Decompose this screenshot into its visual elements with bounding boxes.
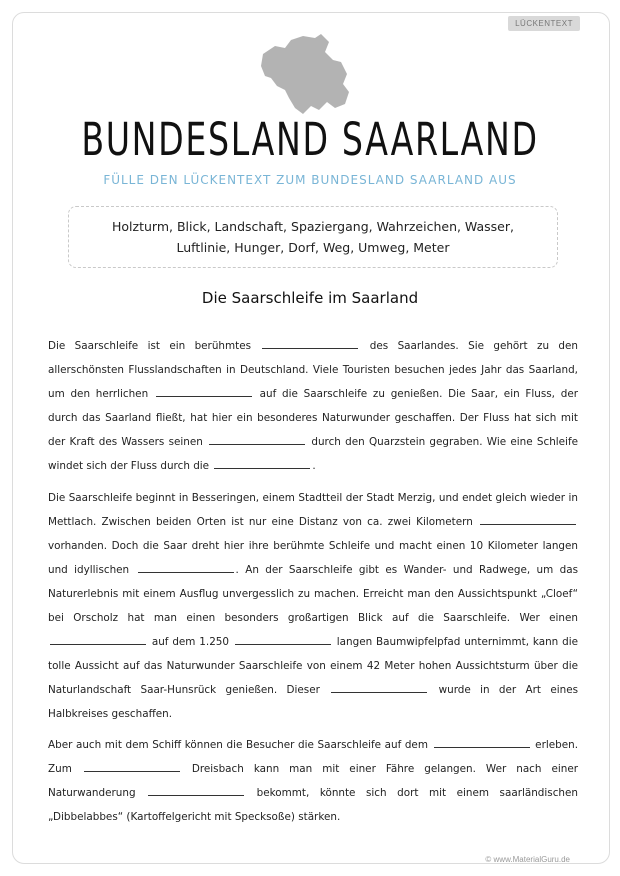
blank-field[interactable] [480,514,576,525]
blank-field[interactable] [235,634,331,645]
paragraph-2 [48,486,578,726]
blank-field[interactable] [84,761,180,772]
page-title: BUNDESLAND SAARLAND [81,113,539,166]
text-segment: . [312,460,316,472]
text-segment: . An der Saarschleife gibt es Wander- und Radwege, um das Naturerlebnis mit einem Ausflug unvergesslich zu machen. Erreicht man den Aussichtspunkt „Cloef“ bei Orscholz hat man einen besonders großartigen Blick auf die Saarschleife. Wer einen [48,564,578,624]
text-segment: Dreisbach kann man mit einer Fähre gelangen. Wer nach einer Naturwanderung [48,763,578,799]
text-segment: des Saarlandes. Sie gehört zu den allerschönsten Flusslandschaften in Deutschland. Viele Touristen besuchen jedes Jahr das Saarland, um den herrlichen [48,340,579,400]
text-segment: bekommt, könnte sich dort mit einem saarländischen „Dibbelabbes“ (Kartoffelgericht mit Specksoße) stärken. [48,787,578,823]
blank-field[interactable] [148,785,244,796]
blank-field[interactable] [262,338,358,349]
blank-field[interactable] [434,737,530,748]
paragraph-3 [48,733,578,829]
text-segment: vorhanden. Doch die Saar dreht hier ihre berühmte Schleife und macht einen 10 Kilometer langen und idyllischen [48,540,578,576]
saarland-map-icon [255,32,355,117]
blank-field[interactable] [214,458,310,469]
text-segment: Die Saarschleife beginnt in Besseringen, einem Stadtteil der Stadt Merzig, und endet gleich wieder in Mettlach. Zwischen beiden Orten ist nur eine Distanz von ca. zwei Kilometern [48,492,578,528]
copyright-footer: © www.MaterialGuru.de [485,855,570,864]
section-heading: Die Saarschleife im Saarland [201,289,419,307]
text-segment: Die Saarschleife ist ein berühmtes [48,340,252,352]
blank-field[interactable] [138,562,234,573]
blank-field[interactable] [209,434,305,445]
blank-field[interactable] [331,682,427,693]
word-bank-line: Luftlinie, Hunger, Dorf, Weg, Umweg, Meter [176,240,450,255]
text-segment: auf dem 1.250 [151,636,230,648]
text-segment: langen Baumwipfelpfad unternimmt, kann die tolle Aussicht auf das Naturwunder Saarschleife von einem 42 Meter hohen Aussichtsturm über die Naturlandschaft Saar-Hunsrück genießen. Dieser [48,636,578,696]
text-segment: auf die Saarschleife zu genießen. Die Saar, ein Fluss, der durch das Saarland fließt, hat hier ein besonderes Naturwunder geschaffen. Der Fluss hat sich mit der Kraft des Wassers seinen [48,388,578,448]
text-segment: Aber auch mit dem Schiff können die Besucher die Saarschleife auf dem [48,739,428,751]
paragraph-1 [48,334,578,478]
text-segment: wurde in der Art eines Halbkreises geschaffen. [48,684,579,720]
text-segment: erleben. Zum [48,739,578,775]
word-bank [68,206,558,268]
page-subtitle: FÜLLE DEN LÜCKENTEXT ZUM BUNDESLAND SAARLAND AUS [103,173,517,187]
blank-field[interactable] [156,386,252,397]
word-bank-line: Holzturm, Blick, Landschaft, Spaziergang, Wahrzeichen, Wasser, [112,219,514,234]
worksheet-type-badge: LÜCKENTEXT [508,16,580,31]
text-segment: durch den Quarzstein gegraben. Wie eine Schleife windet sich der Fluss durch die [48,436,578,472]
blank-field[interactable] [50,634,146,645]
